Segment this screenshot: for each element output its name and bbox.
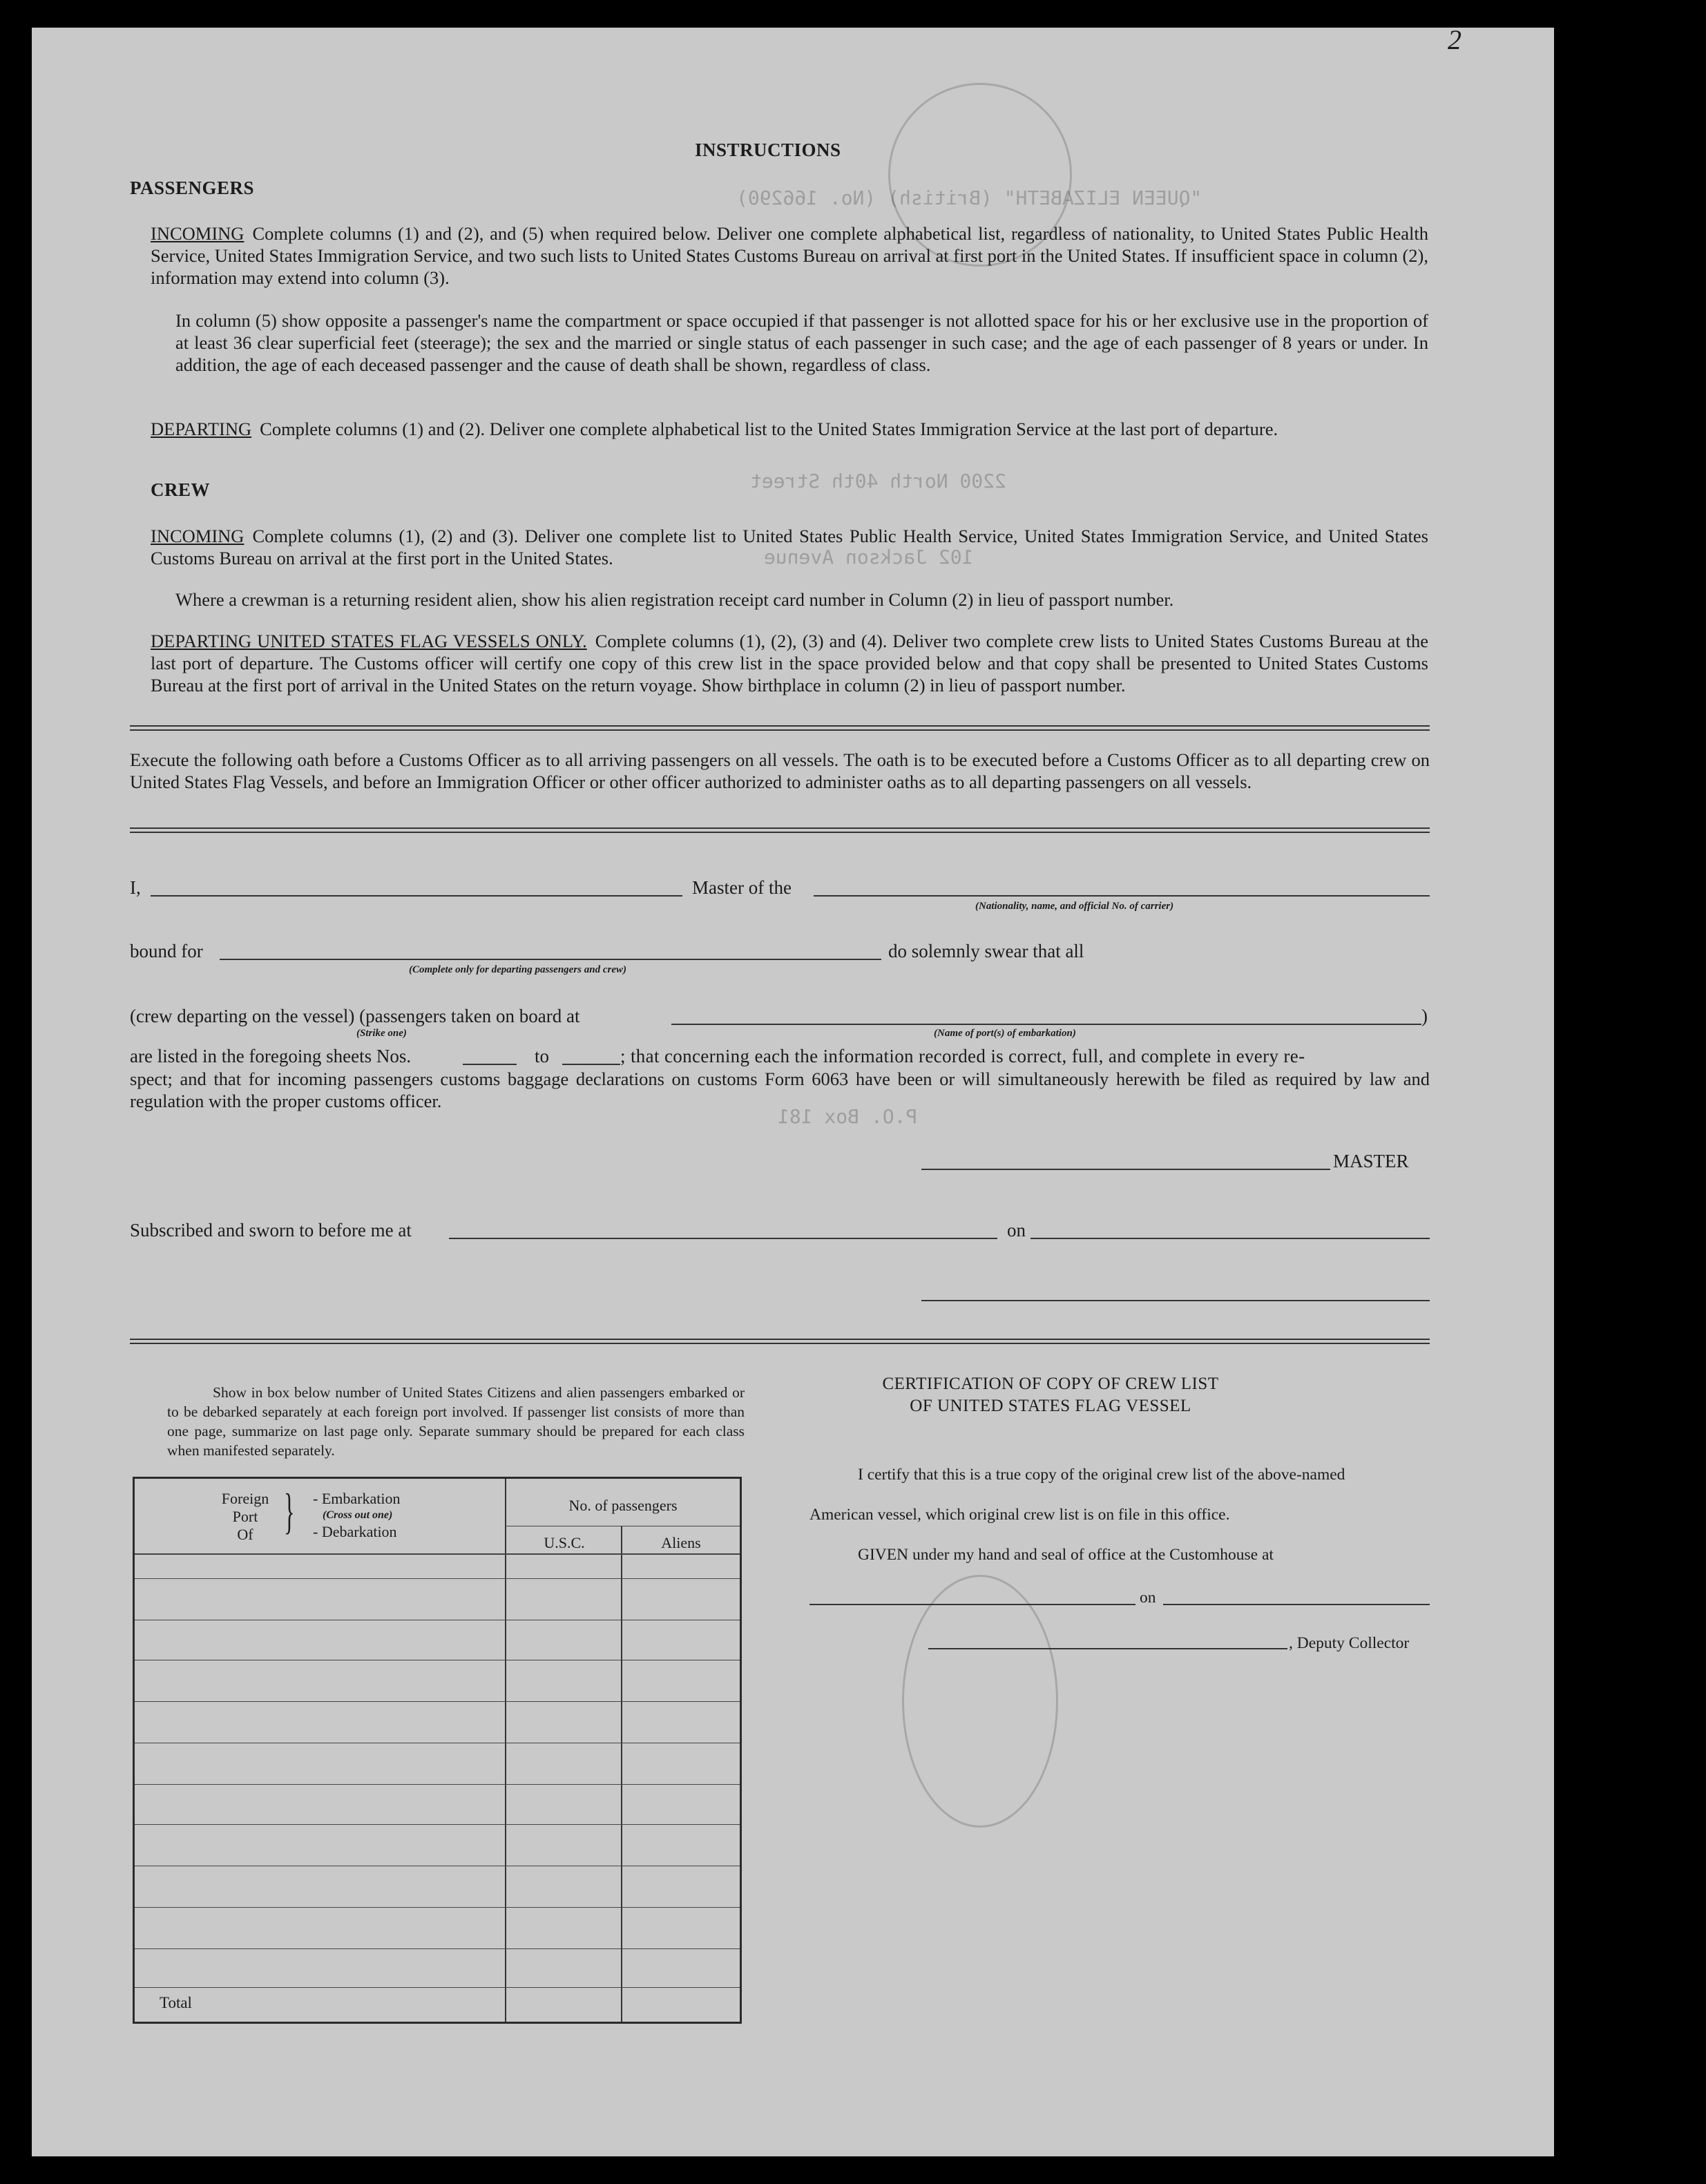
crew-departing-paragraph bbox=[151, 630, 1428, 696]
table-row-line bbox=[135, 1701, 740, 1702]
table-row-line bbox=[135, 1948, 740, 1949]
oath-i-label: I, bbox=[130, 877, 141, 898]
corner-mark: 2 bbox=[1448, 28, 1461, 55]
crew-incoming-paragraph bbox=[151, 525, 1428, 569]
crew-incoming-label: INCOMING bbox=[151, 526, 245, 546]
debarkation-label: - Debarkation bbox=[313, 1523, 397, 1540]
carrier-field[interactable] bbox=[814, 895, 1430, 897]
section-divider bbox=[130, 827, 1430, 833]
customhouse-field[interactable] bbox=[809, 1604, 1135, 1605]
bleed-through-text: 2200 North 40th Street bbox=[750, 470, 1006, 492]
carrier-caption: (Nationality, name, and official No. of carrier) bbox=[975, 901, 1174, 912]
sworn-date-field[interactable] bbox=[1031, 1238, 1430, 1239]
passengers-departing-text: Complete columns (1) and (2). Deliver one complete alphabetical list to the United States Immigration Service at the last port of departure. bbox=[260, 419, 1278, 439]
passengers-heading: PASSENGERS bbox=[130, 178, 255, 198]
sheet-from-field[interactable] bbox=[463, 1064, 517, 1065]
to-label: to bbox=[535, 1046, 550, 1066]
table-row-line bbox=[135, 1578, 740, 1579]
table-row-line bbox=[135, 1907, 740, 1908]
passengers-column5-paragraph: In column (5) show opposite a passenger's name the compartment or space occupied if that passenger is not allotted space for his or her exclusive use in the proportion of at least 36 clear superficial feet (steerage); the sex and the married or single status of each passenger in such case; and the age of each passenger of 8 years or under. In addition, the age of each deceased passenger and the cause of death shall be shown, regardless of class. bbox=[175, 310, 1428, 375]
table-row-line bbox=[135, 1987, 740, 1988]
usc-column-header: U.S.C. bbox=[544, 1534, 585, 1551]
on-label: on bbox=[1007, 1220, 1026, 1241]
passengers-incoming-label: INCOMING bbox=[151, 223, 245, 244]
passengers-departing-paragraph bbox=[151, 418, 1428, 440]
master-signature-field[interactable] bbox=[921, 1169, 1330, 1170]
listed-text-3: spect; and that for incoming passengers customs baggage declarations on customs Form 6063 have been or will simultaneously herewith be filed as required by law and regulation with the proper customs officer. bbox=[130, 1069, 1430, 1111]
passengers-incoming-text: Complete columns (1) and (2), and (5) when required below. Deliver one complete alphabetical list, regardless of nationality, to United States Public Health Service, United States Immigration Service, and two such lists to United States Customs Bureau on arrival at first port in the United States. If insufficient space in column (2), information may extend into column (3). bbox=[151, 223, 1428, 288]
crew-departing-label: DEPARTING UNITED STATES FLAG VESSELS ONLY. bbox=[151, 631, 587, 651]
strike-one-caption: (Strike one) bbox=[356, 1028, 407, 1039]
embarkation-label: - Embarkation bbox=[313, 1490, 401, 1507]
subscribed-label: Subscribed and sworn to before me at bbox=[130, 1220, 412, 1241]
summary-instructions: Show in box below number of United States Citizens and alien passengers embarked or to be debarked separately at each foreign port involved. If passenger list consists of more than one page, summarize on last page only. Separate summary should be prepared for each class when manifested separately. bbox=[167, 1384, 745, 1459]
passenger-summary-table bbox=[133, 1477, 742, 2024]
crew-incoming-text: Complete columns (1), (2) and (3). Deliver one complete list to United States Public Health Service, United States Immigration Service, and United States Customs Bureau on arrival at the first port in the United States. bbox=[151, 526, 1428, 568]
passengers-incoming-paragraph bbox=[151, 222, 1428, 289]
aliens-column-header: Aliens bbox=[661, 1534, 701, 1551]
bleed-through-text: "QUEEN ELIZABETH" (British) (No. 166290) bbox=[736, 186, 1202, 209]
certification-heading bbox=[840, 1373, 1261, 1417]
bound-for-label: bound for bbox=[130, 941, 203, 961]
master-of-the-label: Master of the bbox=[692, 877, 792, 898]
close-paren: ) bbox=[1421, 1006, 1428, 1026]
brace-icon: } bbox=[284, 1484, 295, 1539]
table-row-line bbox=[135, 1784, 740, 1785]
foreign-label: Foreign bbox=[221, 1490, 269, 1507]
passengers-departing-label: DEPARTING bbox=[151, 419, 252, 439]
table-column-divider bbox=[621, 1526, 622, 2022]
american-vessel-text: American vessel, which original crew list is on file in this office. bbox=[809, 1506, 1230, 1524]
bleed-through-text: P.O. Box 181 bbox=[778, 1105, 918, 1128]
sworn-place-field[interactable] bbox=[449, 1238, 997, 1239]
section-divider bbox=[130, 1339, 1430, 1344]
table-column-divider bbox=[505, 1479, 506, 2022]
crew-departing-text: Complete columns (1), (2), (3) and (4). Deliver two complete crew lists to United States Customs Bureau at the last port of departure. The Customs officer will certify one copy of this crew list in the space provided below and that copy shall be presented to United States Customs Bureau at the first port of arrival in the United States on the return voyage. Show birthplace in column (2) in lieu of passport number. bbox=[151, 631, 1428, 696]
table-row-line bbox=[135, 1824, 740, 1825]
sheet-to-field[interactable] bbox=[562, 1064, 620, 1065]
bleed-through-text: 102 Jackson Avenue bbox=[764, 546, 974, 568]
certification-heading-line-1: CERTIFICATION OF COPY OF CREW LIST bbox=[882, 1374, 1219, 1393]
bound-for-caption: (Complete only for departing passengers and crew) bbox=[409, 964, 626, 975]
cert-date-field[interactable] bbox=[1163, 1604, 1430, 1605]
total-label: Total bbox=[160, 1994, 192, 2011]
cert-on-label: on bbox=[1140, 1589, 1156, 1607]
document-page bbox=[32, 28, 1554, 2156]
deputy-signature-field[interactable] bbox=[928, 1648, 1287, 1649]
listed-text-2: ; that concerning each the information recorded is correct, full, and complete in every re- bbox=[620, 1046, 1305, 1066]
section-divider bbox=[130, 725, 1430, 731]
given-text: GIVEN under my hand and seal of office at the Customhouse at bbox=[858, 1546, 1274, 1564]
crew-heading: CREW bbox=[151, 479, 211, 500]
bound-for-field[interactable] bbox=[220, 959, 881, 960]
deputy-collector-label: , Deputy Collector bbox=[1289, 1634, 1410, 1652]
stamp-impression bbox=[902, 1575, 1058, 1828]
oath-intro: Execute the following oath before a Customs Officer as to all arriving passengers on all vessels. The oath is to be executed before a Customs Officer as to all departing crew on United States Flag Vessels, and before an Immigration Officer or other officer authorized to administer oaths as to all departing passengers on all vessels. bbox=[130, 749, 1430, 792]
crew-alien-paragraph: Where a crewman is a returning resident alien, show his alien registration receipt card number in Column (2) in lieu of passport number. bbox=[175, 589, 1174, 610]
certification-heading-line-2: OF UNITED STATES FLAG VESSEL bbox=[910, 1397, 1191, 1415]
table-header-bottom bbox=[135, 1553, 740, 1555]
certify-text: I certify that this is a true copy of the original crew list of the above-named bbox=[858, 1466, 1345, 1484]
listed-text-1: are listed in the foregoing sheets Nos. bbox=[130, 1046, 412, 1066]
master-name-field[interactable] bbox=[151, 895, 682, 897]
master-label: MASTER bbox=[1333, 1151, 1409, 1171]
cross-out-caption: (Cross out one) bbox=[323, 1509, 393, 1521]
embarkation-port-field[interactable] bbox=[671, 1024, 1421, 1025]
crew-passengers-label: (crew departing on the vessel) (passengers taken on board at bbox=[130, 1006, 580, 1026]
swear-label: do solemnly swear that all bbox=[888, 941, 1084, 961]
port-label: Port bbox=[232, 1508, 258, 1525]
officer-signature-field[interactable] bbox=[921, 1300, 1430, 1301]
no-of-passengers-label: No. of passengers bbox=[568, 1497, 678, 1514]
instructions-title: INSTRUCTIONS bbox=[695, 140, 841, 160]
of-label: Of bbox=[237, 1526, 253, 1543]
ports-caption: (Name of port(s) of embarkation) bbox=[934, 1028, 1076, 1039]
